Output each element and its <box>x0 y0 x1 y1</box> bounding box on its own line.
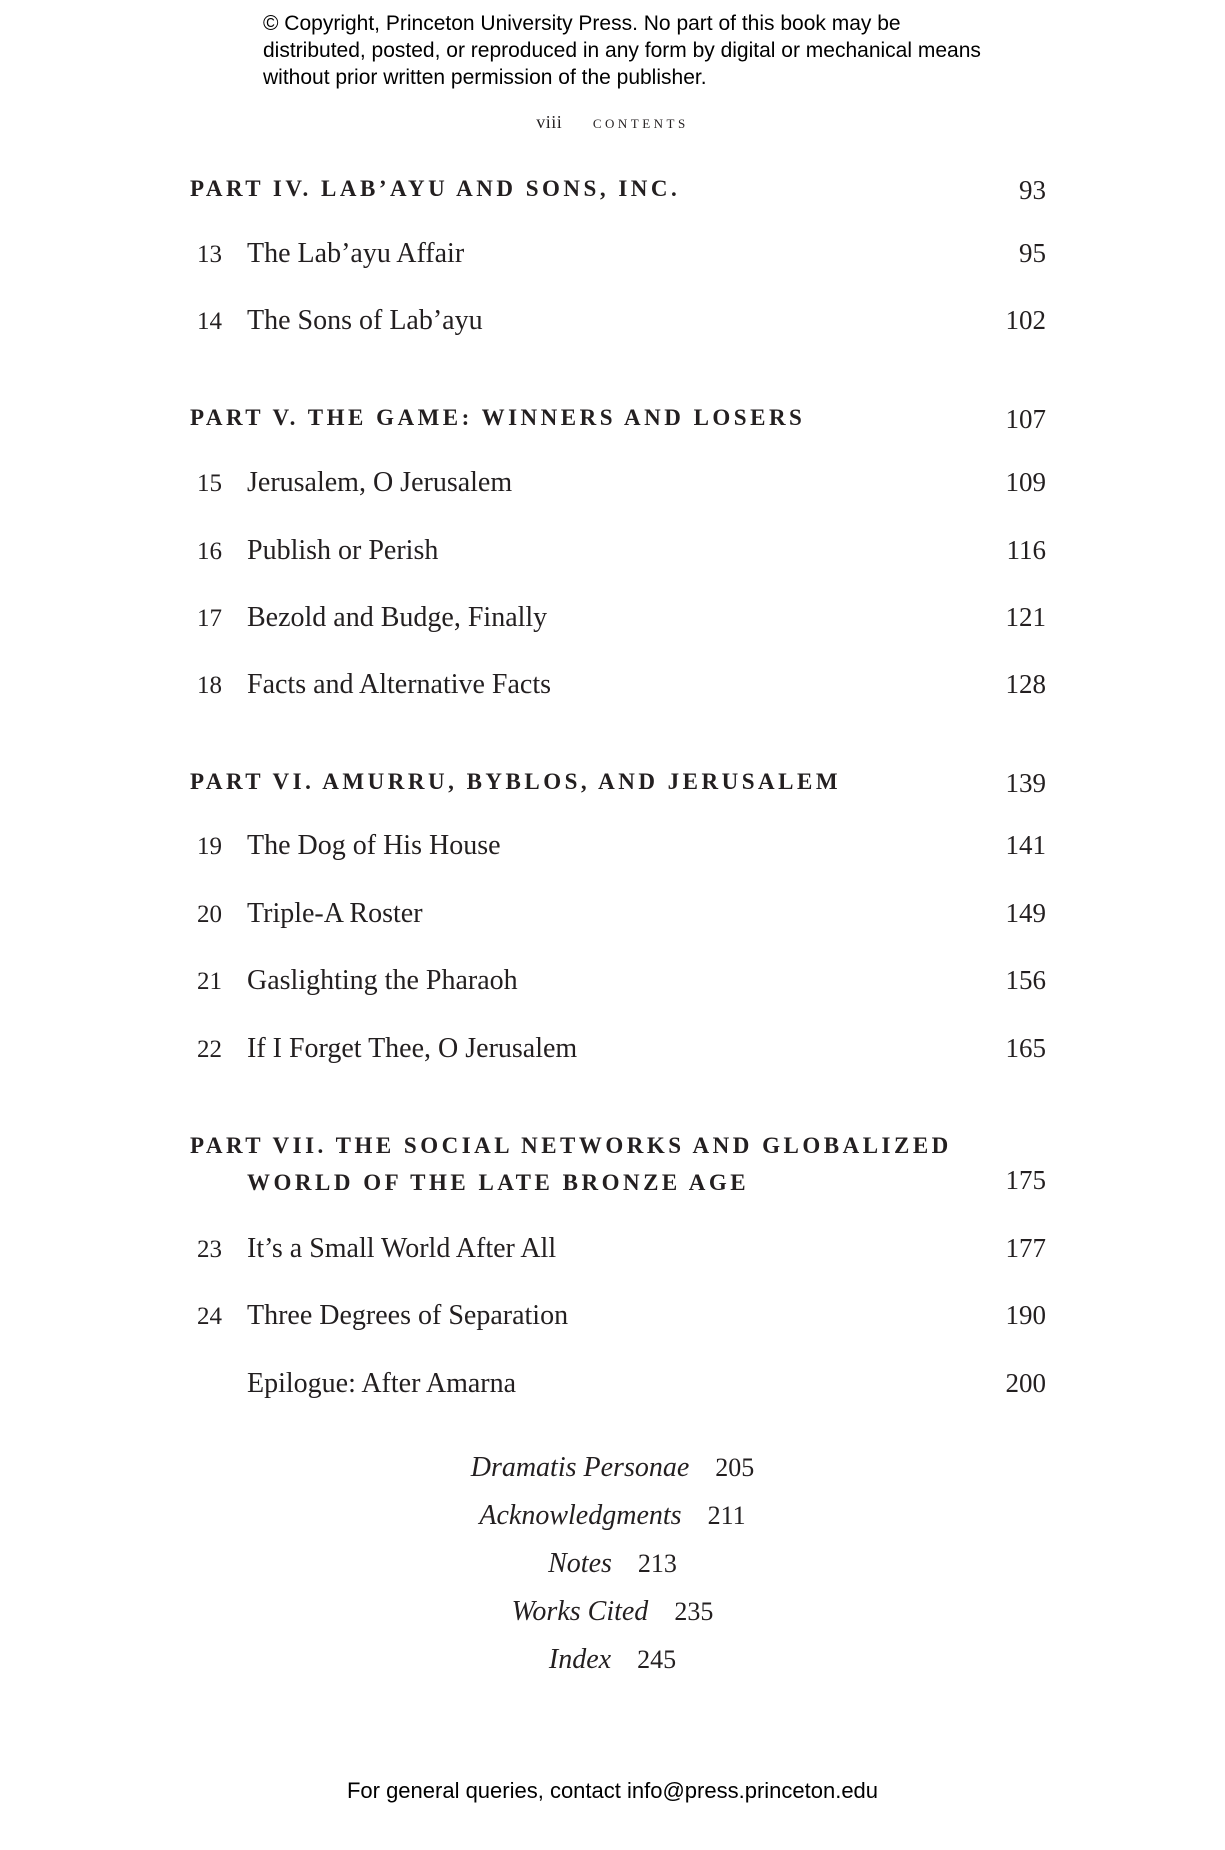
chapter-page-number: 128 <box>1005 669 1046 699</box>
chapter-title: The Dog of His House <box>247 830 501 861</box>
chapter-page-number: 156 <box>1005 965 1046 995</box>
chapter-title: The Sons of Lab’ayu <box>247 305 483 336</box>
chapter-page-number: 165 <box>1005 1033 1046 1063</box>
back-matter-title: Acknowledgments <box>479 1500 682 1531</box>
back-matter-title: Notes <box>548 1548 612 1579</box>
chapter-title: Publish or Perish <box>247 535 439 566</box>
chapter-page-number: 121 <box>1005 602 1046 632</box>
back-matter-page: 245 <box>637 1645 677 1674</box>
part-title-line-1: PART VII. THE SOCIAL NETWORKS AND GLOBALIZED <box>190 1133 952 1158</box>
chapter-page-number: 200 <box>1005 1368 1046 1398</box>
part-title: PART IV. LAB’AYU AND SONS, INC. <box>190 176 681 201</box>
part-heading-vii <box>190 1132 1046 1196</box>
part-page-number: 139 <box>1005 768 1046 798</box>
chapter-number: 23 <box>197 1236 222 1263</box>
chapter-title: Gaslighting the Pharaoh <box>247 965 518 996</box>
chapter-page-number: 190 <box>1005 1300 1046 1330</box>
chapter-number: 24 <box>197 1303 222 1330</box>
chapter-number: 15 <box>197 470 222 497</box>
chapter-number: 18 <box>197 672 222 699</box>
chapter-page-number: 141 <box>1005 830 1046 860</box>
chapter-title: If I Forget Thee, O Jerusalem <box>247 1033 578 1064</box>
part-page-number: 107 <box>1005 404 1046 434</box>
chapter-number: 13 <box>197 241 222 268</box>
chapter-number: 20 <box>197 901 222 928</box>
back-matter-page: 213 <box>637 1549 677 1578</box>
copyright-notice: © Copyright, Princeton University Press. No part of this book may be distributed, posted, or reproduced in any form by digital or mechanical means without prior written permission of the publisher. <box>263 12 981 89</box>
back-matter-entry <box>0 1452 1225 1484</box>
chapter-title: Bezold and Budge, Finally <box>247 602 548 633</box>
chapter-page-number: 102 <box>1005 305 1046 335</box>
chapter-page-number: 177 <box>1005 1233 1046 1263</box>
part-heading-vi <box>190 768 1046 796</box>
back-matter-title: Works Cited <box>511 1596 649 1627</box>
running-head-title: contents <box>592 112 689 132</box>
chapter-title: It’s a Small World After All <box>247 1233 557 1264</box>
chapter-title: Triple-A Roster <box>247 898 423 929</box>
back-matter-title: Index <box>548 1644 612 1675</box>
part-title: PART V. THE GAME: WINNERS AND LOSERS <box>190 405 806 430</box>
back-matter-entry <box>0 1500 1225 1532</box>
part-page-number: 175 <box>1005 1165 1046 1195</box>
chapter-title: The Lab’ayu Affair <box>247 238 465 269</box>
part-page-number: 93 <box>1019 175 1046 205</box>
part-heading-v <box>190 404 1046 432</box>
chapter-number: 14 <box>197 308 222 335</box>
chapter-page-number: 116 <box>1006 535 1046 565</box>
chapter-page-number: 109 <box>1005 467 1046 497</box>
back-matter-entry <box>0 1644 1225 1676</box>
part-heading-iv <box>190 175 1046 203</box>
running-head <box>0 112 1225 133</box>
chapter-number: 19 <box>197 833 222 860</box>
back-matter-page: 211 <box>707 1501 746 1530</box>
chapter-number: 16 <box>197 538 222 565</box>
chapter-title: Facts and Alternative Facts <box>247 669 552 700</box>
chapter-title: Epilogue: After Amarna <box>247 1368 517 1399</box>
back-matter-page: 235 <box>674 1597 714 1626</box>
page-folio: viii <box>536 112 563 132</box>
back-matter-entry <box>0 1548 1225 1580</box>
chapter-number: 21 <box>197 968 222 995</box>
chapter-title: Jerusalem, O Jerusalem <box>247 467 513 498</box>
part-title: PART VI. AMURRU, BYBLOS, AND JERUSALEM <box>190 769 842 794</box>
part-title-line-2: WORLD OF THE LATE BRONZE AGE <box>247 1170 750 1195</box>
chapter-title: Three Degrees of Separation <box>247 1300 569 1331</box>
chapter-number: 17 <box>197 605 222 632</box>
chapter-page-number: 95 <box>1019 238 1046 268</box>
back-matter-entry <box>0 1596 1225 1628</box>
chapter-page-number: 149 <box>1005 898 1046 928</box>
chapter-number: 22 <box>197 1036 222 1063</box>
back-matter-page: 205 <box>715 1453 755 1482</box>
footer-contact: For general queries, contact info@press.princeton.edu <box>346 1778 879 1803</box>
back-matter-title: Dramatis Personae <box>470 1452 690 1483</box>
